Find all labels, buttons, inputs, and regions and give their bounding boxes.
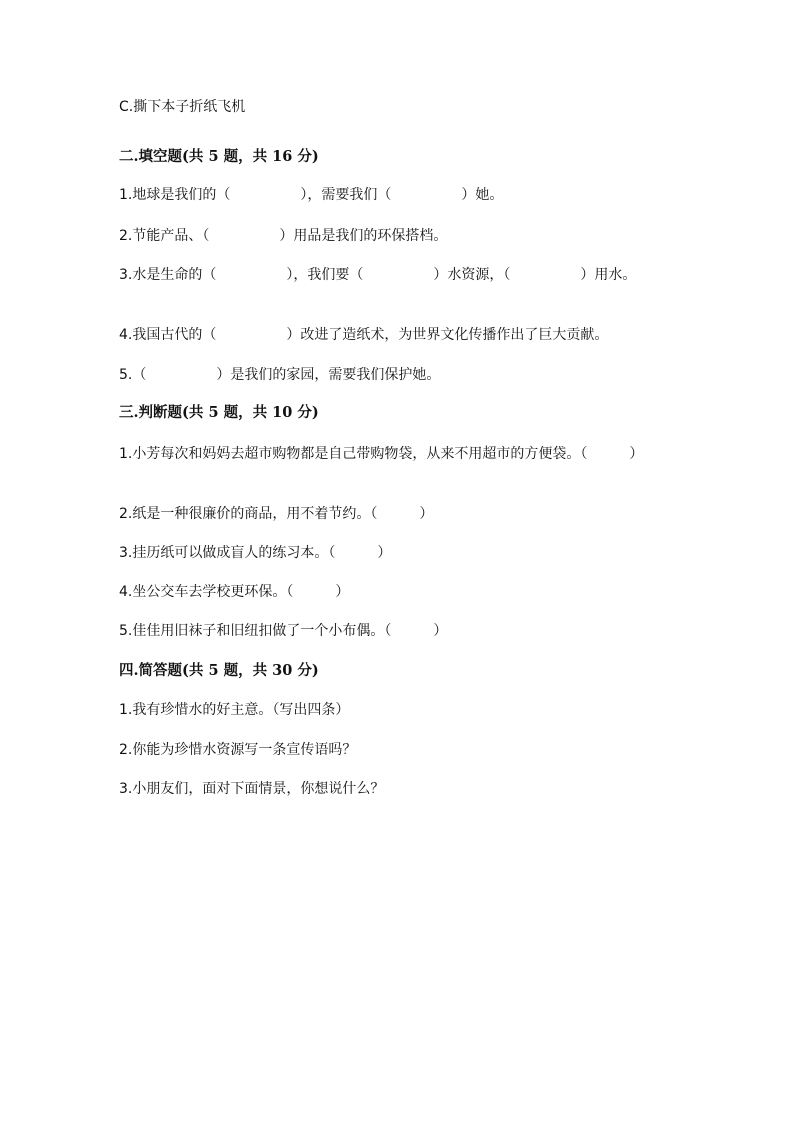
question-item: 4.坐公交车去学校更环保。（ ） bbox=[119, 584, 350, 600]
question-item: 1.地球是我们的（ ），需要我们（ ）她。 bbox=[119, 187, 504, 203]
question-item: 1.小芳每次和妈妈去超市购物都是自己带购物袋，从来不用超市的方便袋。（ ） bbox=[119, 446, 644, 462]
question-item: 3.挂历纸可以做成盲人的练习本。（ ） bbox=[119, 545, 392, 561]
section-heading-short-answer: 四.简答题(共 5 题，共 30 分) bbox=[119, 662, 319, 679]
question-item: 4.我国古代的（ ）改进了造纸术，为世界文化传播作出了巨大贡献。 bbox=[119, 327, 609, 343]
question-item: 2.节能产品、（ ）用品是我们的环保搭档。 bbox=[119, 228, 448, 244]
question-item: 3.水是生命的（ ），我们要（ ）水资源，（ ）用水。 bbox=[119, 267, 637, 283]
option-c: C.撕下本子折纸飞机 bbox=[119, 99, 246, 115]
section-heading-true-false: 三.判断题(共 5 题，共 10 分) bbox=[119, 404, 319, 421]
question-item: 5.（ ）是我们的家园，需要我们保护她。 bbox=[119, 367, 441, 383]
section-heading-fill-blank: 二.填空题(共 5 题，共 16 分) bbox=[119, 148, 319, 165]
question-item: 2.纸是一种很廉价的商品，用不着节约。（ ） bbox=[119, 506, 434, 522]
question-item: 3.小朋友们，面对下面情景，你想说什么？ bbox=[119, 781, 385, 797]
question-item: 2.你能为珍惜水资源写一条宣传语吗？ bbox=[119, 742, 357, 758]
question-item: 1.我有珍惜水的好主意。（写出四条） bbox=[119, 702, 350, 718]
question-item: 5.佳佳用旧袜子和旧纽扣做了一个小布偶。（ ） bbox=[119, 623, 448, 639]
